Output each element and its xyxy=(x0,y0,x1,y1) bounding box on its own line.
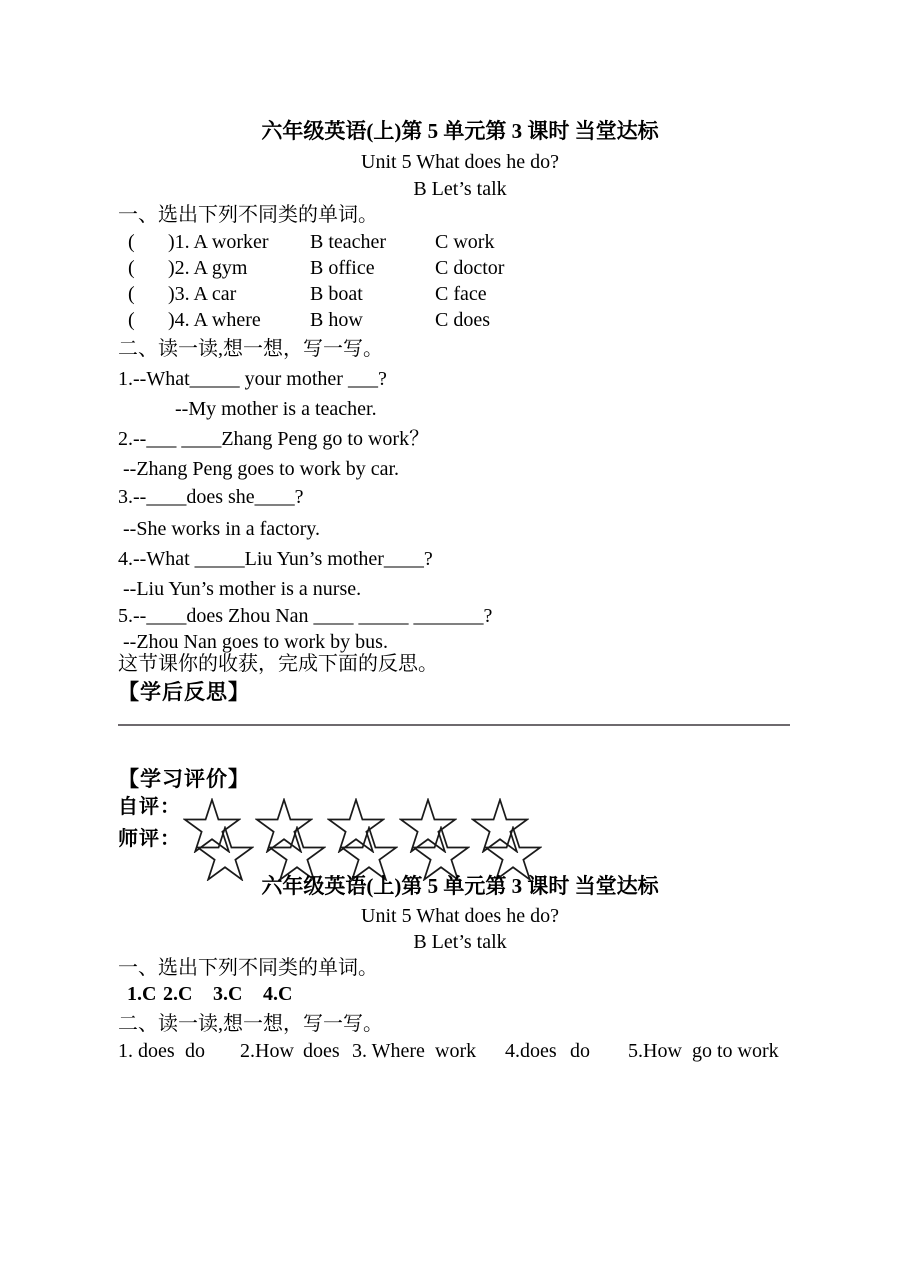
answer-1: --My mother is a teacher. xyxy=(175,398,377,420)
part1-heading: 一、选出下列不同类的单词。 xyxy=(118,204,378,226)
choice-row-4 xyxy=(128,307,728,333)
part2-heading: 二、读一读,想一想，写一写。 xyxy=(118,338,383,360)
option-b: B office xyxy=(310,257,375,279)
answer-5: --Zhou Nan goes to work by bus. xyxy=(123,631,388,653)
option-c: C does xyxy=(435,309,490,331)
option-c: C doctor xyxy=(435,257,505,279)
answers-unit-subtitle: Unit 5 What does he do? xyxy=(361,905,559,927)
answer-key: 3.C xyxy=(213,983,243,1005)
option-a: )4. A where xyxy=(168,309,261,331)
option-a: )2. A gym xyxy=(168,257,248,279)
answer-key: go to work xyxy=(692,1040,779,1062)
choice-row-3 xyxy=(128,281,728,307)
answer-key: do xyxy=(185,1040,205,1062)
answers-page-title: 六年级英语(上)第 5 单元第 3 课时 当堂达标 xyxy=(261,874,659,898)
answer-key: 1. does xyxy=(118,1040,175,1062)
option-b: B teacher xyxy=(310,231,387,253)
reflection-label: 【学后反思】 xyxy=(118,680,250,704)
answer-bracket: ( xyxy=(128,283,135,305)
question-2: 2.--___ ____Zhang Peng go to work？ xyxy=(118,428,430,450)
answer-key: work xyxy=(435,1040,477,1062)
option-a: )3. A car xyxy=(168,283,237,305)
answer-key: does xyxy=(303,1040,340,1062)
answer-key: 2.How xyxy=(240,1040,294,1062)
option-a: )1. A worker xyxy=(168,231,269,253)
option-b: B how xyxy=(310,309,363,331)
evaluation-heading: 【学习评价】 xyxy=(118,767,250,791)
question-4: 4.--What _____Liu Yun’s mother____? xyxy=(118,548,433,570)
question-5: 5.--____does Zhou Nan ____ _____ _______? xyxy=(118,605,493,627)
answers-part1-row xyxy=(127,981,527,1007)
answer-key: do xyxy=(570,1040,590,1062)
option-c: C work xyxy=(435,231,495,253)
question-1: 1.--What_____ your mother ___? xyxy=(118,368,387,390)
answer-bracket: ( xyxy=(128,309,135,331)
answer-2: --Zhang Peng goes to work by car. xyxy=(123,458,400,480)
divider-line xyxy=(118,724,790,726)
lesson-subtitle: B Let’s talk xyxy=(413,178,507,200)
choice-row-1 xyxy=(128,229,728,255)
page-title: 六年级英语(上)第 5 单元第 3 课时 当堂达标 xyxy=(261,119,659,143)
answer-bracket: ( xyxy=(128,257,135,279)
answer-3: --She works in a factory. xyxy=(123,518,320,540)
answer-4: --Liu Yun’s mother is a nurse. xyxy=(123,578,362,600)
answers-part1-heading: 一、选出下列不同类的单词。 xyxy=(118,957,378,979)
unit-subtitle: Unit 5 What does he do? xyxy=(361,151,559,173)
choice-row-2 xyxy=(128,255,728,281)
answer-key: 1.C xyxy=(127,983,157,1005)
question-3: 3.--____does she____? xyxy=(118,486,304,508)
answers-part2-row xyxy=(118,1038,898,1064)
answer-key: 5.How xyxy=(628,1040,682,1062)
teacher-rating-label: 师评： xyxy=(118,828,181,850)
reflection-note: 这节课你的收获，完成下面的反思。 xyxy=(118,653,438,675)
answer-key: 2.C xyxy=(163,983,193,1005)
self-rating-label: 自评： xyxy=(118,796,181,818)
answers-part2-heading: 二、读一读,想一想，写一写。 xyxy=(118,1013,383,1035)
answer-key: 3. Where xyxy=(352,1040,425,1062)
option-c: C face xyxy=(435,283,487,305)
answer-key: 4.does xyxy=(505,1040,557,1062)
answer-bracket: ( xyxy=(128,231,135,253)
answer-key: 4.C xyxy=(263,983,293,1005)
answers-lesson-subtitle: B Let’s talk xyxy=(413,931,507,953)
option-b: B boat xyxy=(310,283,363,305)
